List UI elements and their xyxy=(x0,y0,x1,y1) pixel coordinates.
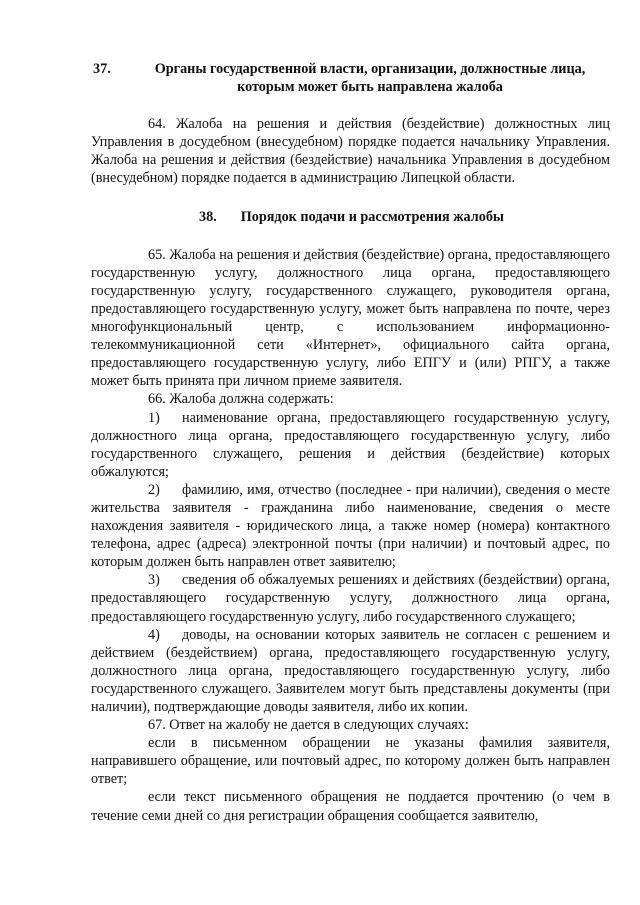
paragraph-65: 65. Жалоба на решения и действия (бездействие) органа, предоставляющего государственную услугу, должностного лица органа, предоставляющего государственную услугу, государственного служащего, руководителя органа, предоставляющего государственную услугу, может быть направлена по почте, через многофункциональный центр, с использованием информационно-телекоммуникационной сети «Интернет», официального сайта органа, предоставляющего государственную услугу, либо ЕПГУ и (или) РПГУ, а также может быть принята при личном приеме заявителя. xyxy=(91,246,610,390)
list-item-number: 4) xyxy=(148,626,160,643)
section-37-title: Органы государственной власти, организации, должностные лица, которым может быть направлена жалоба xyxy=(154,61,586,96)
list-item xyxy=(91,481,610,571)
section-37-number: 37. xyxy=(93,61,111,77)
list-item-text: сведения об обжалуемых решениях и действиях (бездействии) органа, предоставляющего государственную услугу, должностного лица органа, предоставляющего государственную услугу, либо государственного служащего; xyxy=(91,572,610,625)
list-item xyxy=(91,626,610,716)
list-item-number: 1) xyxy=(148,409,160,426)
section-38-heading xyxy=(91,208,610,226)
paragraph-67: 67. Ответ на жалобу не дается в следующих случаях: xyxy=(148,717,469,734)
list-item xyxy=(91,409,610,481)
paragraph-67-case-2: если текст письменного обращения не поддается прочтению (о чем в течение семи дней со дня регистрации обращения сообщается заявителю, xyxy=(91,789,610,824)
list-item-text: наименование органа, предоставляющего государственную услугу, должностного лица органа, предоставляющего государственную услугу, либо государственного служащего, решения и действия (бездействие) которых обжалуются; xyxy=(91,409,610,480)
list-item-text: фамилию, имя, отчество (последнее - при наличии), сведения о месте жительства заявителя - гражданина либо наименование, сведения о месте нахождения заявителя - юридического лица, а также номер (номера) контактного телефона, адрес (адреса) электронной почты (при наличии) и почтовый адрес, по которым должен быть направлен ответ заявителю; xyxy=(91,481,610,571)
list-item-text: доводы, на основании которых заявитель не согласен с решением и действием (бездействием) органа, предоставляющего государственную услугу, должностного лица органа, предоставляющего государственную услугу, либо государственного служащего. Заявителем могут быть представлены документы (при наличии), подтверждающие доводы заявителя, либо их копии. xyxy=(91,626,610,715)
paragraph-67-case-1: если в письменном обращении не указаны фамилия заявителя, направившего обращение, или почтовый адрес, по которому должен быть направлен ответ; xyxy=(91,735,610,788)
list-item xyxy=(91,571,610,625)
section-37-heading xyxy=(91,60,610,96)
paragraph-66: 66. Жалоба должна содержать: xyxy=(148,391,334,408)
section-38-number: 38. xyxy=(198,208,217,225)
list-item-number: 3) xyxy=(148,572,160,589)
list-item-number: 2) xyxy=(148,481,160,498)
paragraph-64: 64. Жалоба на решения и действия (бездействие) должностных лиц Управления в досудебном (внесудебном) порядке подается начальнику Управления. Жалоба на решения и действия (бездействие) начальника Управления в досудебном (внесудебном) порядке подается в администрацию Липецкой области. xyxy=(91,116,610,187)
section-38-title: Порядок подачи и рассмотрения жалобы xyxy=(240,208,505,225)
